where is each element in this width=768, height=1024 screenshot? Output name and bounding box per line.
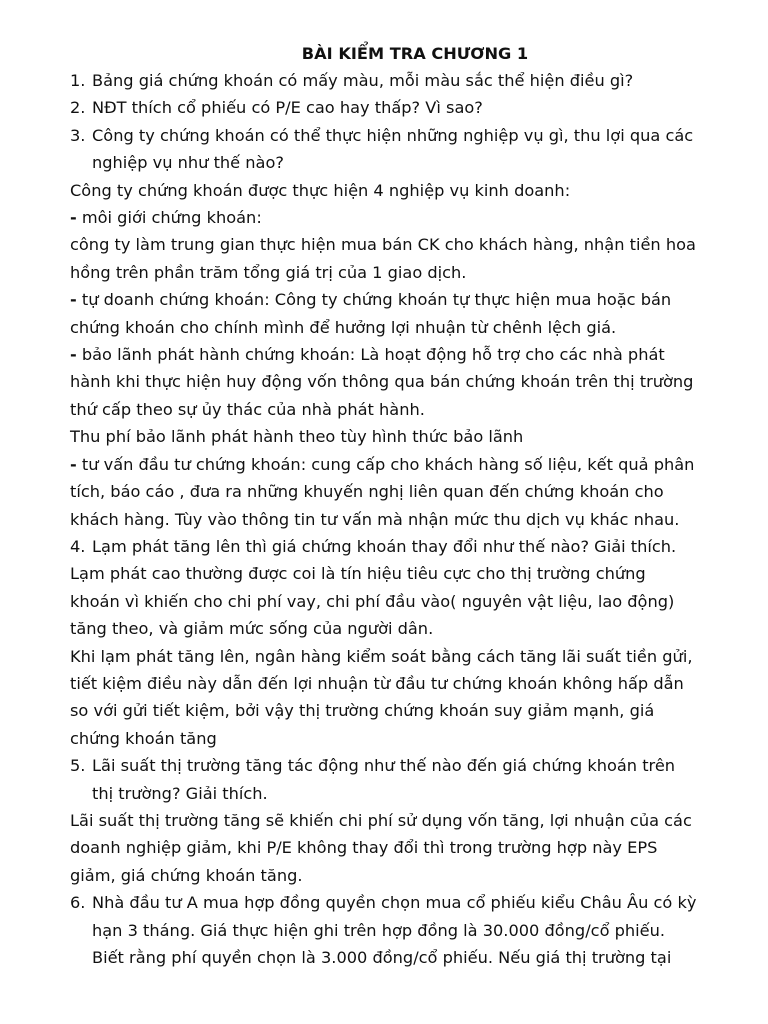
question-number: 2. (70, 98, 86, 118)
bullet-paragraph (70, 286, 728, 341)
paragraph-line: tiết kiệm điều này dẫn đến lợi nhuận từ đầu tư chứng khoán không hấp dẫn (70, 673, 684, 693)
paragraph-line (70, 451, 728, 478)
bullet-dash: - (70, 208, 77, 228)
bullet-text: tư vấn đầu tư chứng khoán: cung cấp cho khách hàng số liệu, kết quả phân (76, 454, 695, 474)
bullet-paragraph (70, 204, 728, 231)
question-number: 4. (70, 536, 86, 556)
paragraph-line: Lãi suất thị trường tăng sẽ khiến chi phí sử dụng vốn tăng, lợi nhuận của các (70, 810, 692, 830)
paragraph (70, 177, 728, 204)
bullet-text: tự doanh chứng khoán: Công ty chứng khoán tự thực hiện mua hoặc bán (76, 290, 672, 310)
paragraph-line: Thu phí bảo lãnh phát hành theo tùy hình thức bảo lãnh (70, 427, 524, 447)
question-text-line: Lạm phát tăng lên thì giá chứng khoán thay đổi như thế nào? Giải thích. (92, 536, 677, 556)
paragraph-line: Công ty chứng khoán được thực hiện 4 nghiệp vụ kinh doanh: (70, 180, 571, 200)
question-text-line: Lãi suất thị trường tăng tác động như thế nào đến giá chứng khoán trên (92, 756, 676, 776)
paragraph-line: doanh nghiệp giảm, khi P/E không thay đổi thì trong trường hợp này EPS (70, 838, 658, 858)
paragraph (70, 423, 728, 450)
question-number: 1. (70, 71, 86, 90)
question-text-line: Công ty chứng khoán có thể thực hiện những nghiệp vụ gì, thu lợi qua các (92, 125, 694, 145)
bullet-dash: - (70, 345, 77, 365)
paragraph-line: so với gửi tiết kiệm, bởi vậy thị trường chứng khoán suy giảm mạnh, giá (70, 701, 655, 721)
bullet-paragraph (70, 341, 728, 423)
paragraph-line (70, 204, 728, 231)
document-title: BÀI KIỂM TRA CHƯƠNG 1 (301, 44, 529, 63)
bullet-paragraph (70, 451, 728, 533)
question-item (70, 122, 728, 177)
paragraph-line: chứng khoán tăng (70, 728, 217, 748)
paragraph-line: công ty làm trung gian thực hiện mua bán CK cho khách hàng, nhận tiền hoa (70, 235, 696, 255)
question-text-line: nghiệp vụ như thế nào? (92, 153, 284, 173)
question-text-line: thị trường? Giải thích. (92, 783, 268, 803)
paragraph-line: tích, báo cáo , đưa ra những khuyến nghị liên quan đến chứng khoán cho (70, 482, 664, 502)
paragraph-line (70, 341, 728, 368)
question-text-line: hạn 3 tháng. Giá thực hiện ghi trên hợp đồng là 30.000 đồng/cổ phiếu. (92, 920, 666, 940)
paragraph-line: tăng theo, và giảm mức sống của người dân. (70, 619, 434, 639)
paragraph-line: giảm, giá chứng khoán tăng. (70, 865, 303, 885)
question-text-line: Nhà đầu tư A mua hợp đồng quyền chọn mua cổ phiếu kiểu Châu Âu có kỳ (92, 893, 697, 913)
question-item (70, 889, 728, 971)
question-text-line: NĐT thích cổ phiếu có P/E cao hay thấp? Vì sao? (92, 98, 483, 118)
question-item (70, 533, 728, 560)
paragraph-line: Khi lạm phát tăng lên, ngân hàng kiểm soát bằng cách tăng lãi suất tiền gửi, (70, 646, 693, 666)
bullet-dash: - (70, 454, 77, 474)
paragraph (70, 807, 728, 889)
paragraph (70, 560, 728, 642)
question-item (70, 94, 728, 121)
paragraph-line: hồng trên phần trăm tổng giá trị của 1 giao dịch. (70, 262, 467, 282)
question-number: 6. (70, 893, 86, 913)
paragraph-line (70, 286, 728, 313)
bullet-text: môi giới chứng khoán: (76, 208, 262, 228)
question-item (70, 752, 728, 807)
question-text-line: Bảng giá chứng khoán có mấy màu, mỗi màu sắc thể hiện điều gì? (92, 71, 634, 90)
document-body (70, 67, 728, 971)
paragraph-line: chứng khoán cho chính mình để hưởng lợi nhuận từ chênh lệch giá. (70, 317, 617, 337)
paragraph-line: khoán vì khiến cho chi phí vay, chi phí đầu vào( nguyên vật liệu, lao động) (70, 591, 675, 611)
paragraph-line: hành khi thực hiện huy động vốn thông qua bán chứng khoán trên thị trường (70, 372, 694, 392)
bullet-dash: - (70, 290, 77, 310)
paragraph (70, 643, 728, 753)
paragraph-line: Lạm phát cao thường được coi là tín hiệu tiêu cực cho thị trường chứng (70, 564, 646, 584)
paragraph (70, 231, 728, 286)
paragraph-line: thứ cấp theo sự ủy thác của nhà phát hành. (70, 399, 425, 419)
paragraph-line: khách hàng. Tùy vào thông tin tư vấn mà nhận mức thu dịch vụ khác nhau. (70, 509, 680, 529)
question-number: 5. (70, 756, 86, 776)
question-text-line: Biết rằng phí quyền chọn là 3.000 đồng/cổ phiếu. Nếu giá thị trường tại (92, 948, 672, 967)
question-number: 3. (70, 125, 86, 145)
bullet-text: bảo lãnh phát hành chứng khoán: Là hoạt động hỗ trợ cho các nhà phát (76, 345, 665, 365)
question-item (70, 67, 728, 94)
